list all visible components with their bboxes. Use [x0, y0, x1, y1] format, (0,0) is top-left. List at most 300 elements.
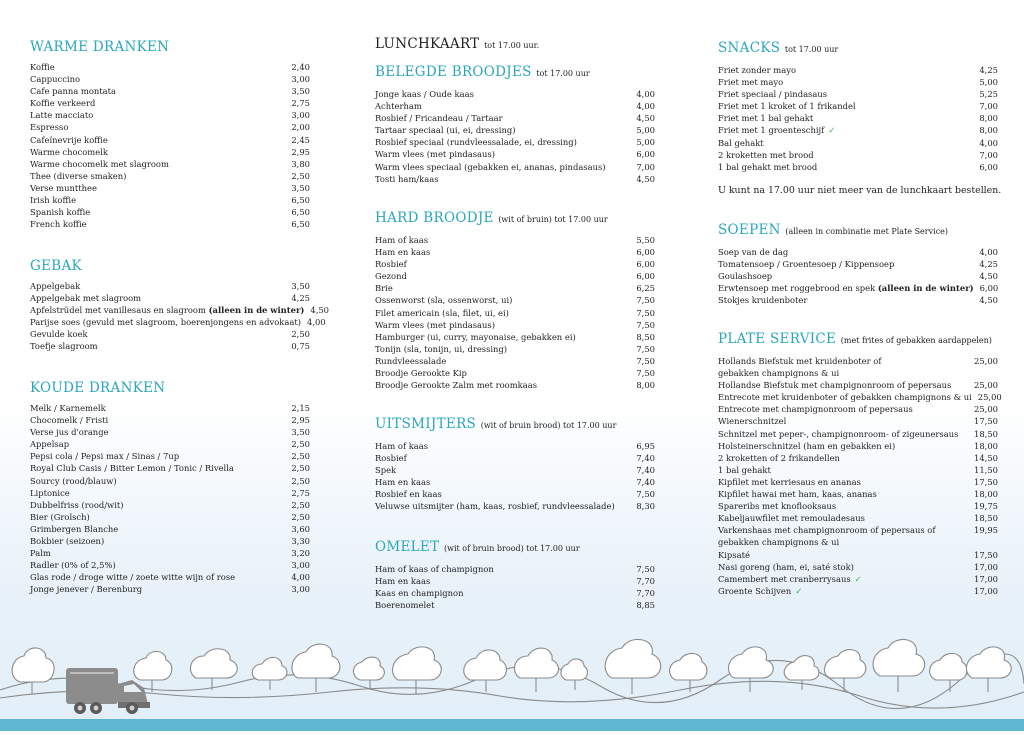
item-price: 7,50: [636, 307, 655, 318]
item-name: Entrecote met kruidenboter of gebakken champignons & ui: [718, 392, 972, 403]
item-price: 6,00: [636, 247, 655, 258]
item-name: Broodje Gerookte Zalm met roomkaas: [375, 380, 538, 391]
menu-item: [375, 440, 655, 452]
item-name: Friet speciaal / pindasaus: [718, 89, 828, 100]
section-subtitle: (alleen in combinatie met Plate Service): [785, 227, 949, 236]
item-name: Rosbief / Fricandeau / Tartaar: [375, 113, 503, 124]
menu-item: [30, 426, 310, 438]
menu-item: [375, 136, 655, 148]
item-price: 2,75: [291, 98, 310, 109]
menu-list: [718, 246, 998, 306]
section-title-text: HARD BROODJE: [375, 210, 494, 226]
item-price: 6,50: [291, 207, 310, 218]
menu-item: [375, 282, 655, 294]
item-name: Kabeljauwfilet met remouladesaus: [718, 513, 865, 524]
menu-item: [718, 112, 998, 124]
menu-item: [375, 379, 655, 391]
item-price: 17,50: [974, 476, 998, 487]
item-name: Varkenshaas met champignonroom of pepersaus of: [718, 525, 936, 536]
item-name: Friet met 1 groenteschijf ✓: [718, 125, 836, 136]
menu-item: [30, 316, 326, 328]
menu-item: [718, 258, 998, 270]
item-name: Palm: [30, 548, 51, 559]
item-price: 17,00: [974, 573, 998, 584]
vegetarian-icon: ✓: [854, 573, 862, 584]
menu-item: [30, 328, 310, 340]
vegetarian-icon: ✓: [795, 585, 803, 596]
section-title-text: PLATE SERVICE: [718, 331, 837, 347]
item-name: Bokbier (seizoen): [30, 536, 105, 547]
item-name: Koffie verkeerd: [30, 98, 96, 109]
item-name: Sourcy (rood/blauw): [30, 475, 117, 486]
section-subtitle: tot 17.00 uur: [784, 45, 839, 54]
item-price: 7,40: [636, 477, 655, 488]
menu-item: [30, 158, 310, 170]
item-price: 7,50: [636, 564, 655, 574]
item-price: 7,00: [636, 161, 655, 172]
item-name: Ham en kaas: [375, 247, 431, 258]
item-name: Hollandse Biefstuk met champignonroom of pepersaus: [718, 380, 952, 391]
item-name: Entrecote met champignonroom of pepersaus: [718, 404, 913, 415]
menu-item: [375, 234, 655, 246]
menu-item: [718, 464, 998, 476]
item-price: 4,00: [636, 89, 655, 99]
menu-item: [30, 559, 310, 571]
menu-item: [718, 124, 998, 136]
menu-item: [30, 475, 310, 487]
item-price: 2,50: [291, 463, 310, 474]
item-name: Ham en kaas: [375, 477, 431, 488]
item-price: 4,25: [291, 293, 310, 304]
item-name: Spareribs met knoflooksaus: [718, 501, 837, 512]
item-price: 7,50: [636, 489, 655, 500]
item-name: Broodje Gerookte Kip: [375, 368, 467, 379]
item-name: Ham of kaas: [375, 441, 429, 451]
menu-item: [30, 85, 310, 97]
item-name: Appelgebak: [30, 281, 81, 291]
menu-item: [718, 367, 998, 379]
item-name: Boerenomelet: [375, 600, 435, 611]
menu-item: [375, 476, 655, 488]
item-name: Tartaar speciaal (ui, ei, dressing): [375, 125, 516, 136]
section-lunchkaart: [375, 36, 655, 54]
item-price: 2,50: [291, 329, 310, 340]
item-price: 7,70: [636, 588, 655, 599]
section-title: WARME DRANKEN: [30, 39, 170, 55]
item-name: Spanish koffie: [30, 207, 91, 218]
section-title-text: SNACKS: [718, 40, 781, 56]
menu-item: [718, 524, 998, 536]
item-price: 3,50: [291, 182, 310, 193]
item-price: 3,50: [291, 427, 310, 438]
menu-list: [30, 280, 330, 353]
item-price: 7,00: [979, 101, 998, 112]
menu-item: [718, 282, 998, 294]
menu-item: [30, 97, 310, 109]
item-price: 6,25: [636, 283, 655, 294]
item-price: 3,60: [291, 523, 310, 534]
menu-item: [30, 194, 310, 206]
item-name: Thee (diverse smaken): [30, 170, 127, 181]
landscape-illustration: [0, 620, 1024, 731]
menu-list: [718, 64, 998, 173]
section-hard-broodje: [375, 210, 655, 391]
item-price: 6,50: [291, 195, 310, 206]
menu-item: [30, 280, 310, 292]
item-name: Kaas en champignon: [375, 588, 464, 599]
item-price: 5,00: [636, 125, 655, 136]
item-price: 4,00: [979, 137, 998, 148]
menu-item: [375, 173, 655, 185]
menu-item: [30, 109, 310, 121]
item-name: Rosbief speciaal (rundvleessalade, ei, dressing): [375, 137, 577, 148]
menu-item: [30, 206, 310, 218]
menu-item: [375, 270, 655, 282]
item-price: 4,00: [291, 572, 310, 583]
lunchkaart-note: U kunt na 17.00 uur niet meer van de lunchkaart bestellen.: [718, 185, 1002, 196]
lunchkaart-title: [375, 36, 655, 54]
item-name: Schnitzel met peper-, champignonroom- of zigeunersaus: [718, 428, 959, 439]
item-name: Espresso: [30, 122, 69, 133]
item-name: Rosbief: [375, 259, 407, 270]
item-price: 7,00: [979, 149, 998, 160]
item-name: Royal Club Casis / Bitter Lemon / Tonic / Rivella: [30, 463, 234, 474]
item-price: 7,40: [636, 465, 655, 476]
menu-item: [30, 218, 310, 230]
item-name: gebakken champignons & ui: [718, 537, 840, 548]
section-title: [375, 416, 655, 434]
item-name: Dubbelfriss (rood/wit): [30, 499, 124, 510]
menu-item: [30, 583, 310, 595]
section-title: [718, 222, 998, 240]
item-price: 6,00: [636, 271, 655, 282]
item-price: 4,50: [636, 113, 655, 124]
item-price: 6,00: [636, 259, 655, 270]
item-price: [992, 536, 998, 548]
item-price: 2,95: [291, 415, 310, 426]
menu-item: [30, 121, 310, 133]
item-price: 4,00: [636, 101, 655, 112]
menu-item: [718, 500, 998, 512]
item-name: Apfelstrüdel met vanillesaus en slagroom (alleen in de winter): [30, 305, 305, 316]
item-price: 18,00: [974, 440, 998, 451]
menu-item: [718, 549, 998, 561]
section-title: GEBAK: [30, 258, 82, 274]
item-name: Warm vlees (met pindasaus): [375, 149, 495, 160]
item-price: 4,00: [306, 317, 326, 328]
item-price: 18,50: [974, 513, 998, 524]
section-subtitle: (wit of bruin brood) tot 17.00 uur: [443, 544, 580, 553]
menu-item: [718, 403, 998, 415]
item-name: 1 bal gehakt met brood: [718, 161, 818, 172]
item-price: 3,50: [291, 86, 310, 97]
menu-item: [30, 462, 310, 474]
item-name: Pepsi cola / Pepsi max / Sinas / 7up: [30, 451, 180, 462]
item-price: 18,00: [974, 489, 998, 500]
menu-item: [30, 523, 310, 535]
menu-item: [718, 573, 998, 585]
menu-item: [718, 428, 998, 440]
item-price: 4,00: [979, 247, 998, 257]
item-name: Cafe panna montata: [30, 86, 117, 97]
menu-item: [375, 294, 655, 306]
menu-item: [30, 402, 310, 414]
menu-item: [30, 73, 310, 85]
menu-item: [30, 292, 310, 304]
item-name: Friet met mayo: [718, 77, 784, 88]
menu-item: [30, 304, 330, 316]
item-name: Parijse soes (gevuld met slagroom, boerenjongens en advokaat): [30, 317, 301, 328]
menu-item: [718, 379, 998, 391]
section-subtitle: tot 17.00 uur: [536, 69, 590, 78]
item-name: Wienerschnitzel: [718, 416, 787, 427]
item-name: Warm vlees speciaal (gebakken ei, ananas, pindasaus): [375, 161, 606, 172]
menu-item: [718, 100, 998, 112]
menu-item: [375, 355, 655, 367]
menu-item: [30, 511, 310, 523]
item-price: 14,50: [974, 452, 998, 463]
menu-item: [718, 161, 998, 173]
item-price: 3,00: [291, 584, 310, 595]
section-subtitle: (wit of bruin) tot 17.00 uur: [498, 215, 608, 224]
menu-item: [375, 464, 655, 476]
menu-item: [30, 450, 310, 462]
item-price: 6,95: [636, 441, 655, 451]
menu-item: [375, 331, 655, 343]
lunchkaart-sub: tot 17.00 uur.: [484, 41, 540, 50]
menu-item: [375, 88, 655, 100]
item-name: Nasi goreng (ham, ei, saté stok): [718, 561, 854, 572]
menu-item: [375, 100, 655, 112]
item-name: Rosbief: [375, 453, 407, 464]
item-name: 1 bal gehakt: [718, 464, 771, 475]
item-name: Bal gehakt: [718, 137, 764, 148]
menu-item: [718, 76, 998, 88]
item-name: Appelgebak met slagroom: [30, 293, 142, 304]
item-price: 5,25: [979, 89, 998, 100]
item-name: Kipfilet met kerriesaus en ananas: [718, 476, 861, 487]
item-price: 18,50: [974, 428, 998, 439]
item-price: 7,50: [636, 295, 655, 306]
menu-item: [718, 452, 998, 464]
item-price: 6,00: [979, 161, 998, 172]
menu-item: [375, 452, 655, 464]
item-price: 4,50: [636, 173, 655, 184]
item-name: Melk / Karnemelk: [30, 403, 106, 413]
section-soepen: [718, 222, 998, 306]
menu-item: [375, 500, 655, 512]
menu-item: [718, 512, 998, 524]
item-price: 7,70: [636, 576, 655, 587]
menu-item: [375, 343, 655, 355]
menu-item: [375, 563, 655, 575]
item-name: Jonge jenever / Berenburg: [30, 584, 143, 595]
tree-icon: [12, 648, 54, 694]
item-name: Camembert met cranberrysaus ✓: [718, 573, 862, 584]
item-note: (alleen in de winter): [877, 283, 974, 294]
item-name: Groente Schijven ✓: [718, 585, 803, 596]
item-name: Ossenworst (sla, ossenworst, ui): [375, 295, 513, 306]
section-title: [718, 331, 998, 349]
item-price: 2,50: [291, 170, 310, 181]
section-gebak: [30, 258, 330, 353]
item-price: 3,00: [291, 74, 310, 85]
section-koude-dranken: [30, 380, 310, 596]
item-price: 3,30: [291, 536, 310, 547]
section-title-text: SOEPEN: [718, 222, 781, 238]
item-price: 17,50: [974, 416, 998, 427]
item-name: Achterham: [375, 101, 422, 112]
item-price: 6,50: [291, 219, 310, 230]
menu-item: [30, 146, 310, 158]
item-name: Latte macciato: [30, 110, 94, 121]
item-name: Goulashsoep: [718, 271, 773, 282]
item-price: 8,85: [636, 600, 655, 611]
item-name: Glas rode / droge witte / zoete witte wijn of rose: [30, 572, 236, 583]
menu-item: [718, 355, 998, 367]
section-plate-service: [718, 331, 1002, 597]
section-title: [375, 64, 655, 82]
item-price: 2,95: [291, 146, 310, 157]
section-snacks: [718, 40, 998, 173]
menu-item: [718, 561, 998, 573]
item-name: Gezond: [375, 271, 407, 282]
item-price: 25,00: [974, 356, 998, 366]
item-price: 4,50: [979, 271, 998, 282]
item-name: Cappuccino: [30, 74, 81, 85]
item-name: Spek: [375, 465, 397, 476]
item-price: 6,00: [979, 283, 999, 294]
item-price: 8,30: [636, 501, 655, 512]
item-name: 2 kroketten of 2 frikandellen: [718, 452, 840, 463]
menu-item: [718, 440, 998, 452]
item-price: 2,45: [291, 134, 310, 145]
item-name: Filet americain (sla, filet, ui, ei): [375, 307, 509, 318]
item-name: Tomatensoep / Groentesoep / Kippensoep: [718, 259, 895, 270]
item-name: Hollands Biefstuk met kruidenboter of: [718, 356, 882, 366]
menu-item: [718, 246, 998, 258]
menu-list: [375, 563, 655, 611]
menu-item: [718, 585, 998, 597]
item-name: Hamburger (ui, curry, mayonaise, gebakken ei): [375, 331, 576, 342]
item-price: 2,50: [291, 499, 310, 510]
item-name: Friet met 1 bal gehakt: [718, 113, 814, 124]
item-name: Liptonice: [30, 487, 70, 498]
section-uitsmijters: [375, 416, 655, 513]
item-price: 3,50: [291, 281, 310, 291]
menu-item: [718, 64, 998, 76]
item-name: Rundvleessalade: [375, 355, 447, 366]
item-price: 17,00: [974, 561, 998, 572]
item-price: 4,50: [979, 295, 998, 306]
item-price: 3,80: [291, 158, 310, 169]
item-name: Jonge kaas / Oude kaas: [375, 89, 474, 99]
section-title-text: OMELET: [375, 539, 440, 555]
item-name: Friet met 1 kroket of 1 frikandel: [718, 101, 856, 112]
item-name: Irish koffie: [30, 195, 77, 206]
item-name: gebakken champignons & ui: [718, 368, 840, 379]
item-price: 5,50: [636, 235, 655, 245]
menu-list: [375, 88, 655, 185]
item-price: 2,50: [291, 439, 310, 450]
item-price: 2,15: [291, 403, 310, 413]
item-price: 2,50: [291, 511, 310, 522]
menu-item: [375, 307, 655, 319]
item-price: 19,75: [974, 501, 998, 512]
item-name: Verse muntthee: [30, 182, 97, 193]
menu-item: [375, 148, 655, 160]
item-name: Ham of kaas of champignon: [375, 564, 494, 574]
menu-item: [30, 170, 310, 182]
item-price: 17,00: [974, 585, 998, 596]
menu-item: [30, 487, 310, 499]
menu-item: [30, 414, 310, 426]
item-price: 2,50: [291, 451, 310, 462]
menu-item: [375, 367, 655, 379]
item-price: 4,50: [310, 305, 330, 316]
item-price: 8,00: [979, 125, 998, 136]
menu-item: [718, 149, 998, 161]
item-price: 2,50: [291, 475, 310, 486]
item-name: Cafeïnevrije koffie: [30, 134, 108, 145]
item-name: Toefje slagroom: [30, 341, 98, 352]
item-price: 11,50: [974, 464, 998, 475]
section-title-text: BELEGDE BROODJES: [375, 64, 532, 80]
item-price: 17,50: [974, 549, 998, 560]
lunchkaart-label: LUNCHKAART: [375, 36, 480, 52]
section-title: [375, 210, 655, 228]
item-name: Friet zonder mayo: [718, 65, 797, 75]
section-title: KOUDE DRANKEN: [30, 380, 166, 396]
menu-list: [30, 61, 310, 230]
menu-item: [375, 112, 655, 124]
item-price: 8,50: [636, 331, 655, 342]
trees-and-hills-illustration: [0, 620, 1024, 731]
section-title: [718, 40, 998, 58]
menu-item: [30, 499, 310, 511]
section-omelet: [375, 539, 655, 611]
item-price: 19,95: [974, 525, 998, 536]
item-price: 4,25: [979, 259, 998, 270]
item-name: Grimbergen Blanche: [30, 523, 119, 534]
menu-item: [30, 182, 310, 194]
menu-item: [718, 476, 998, 488]
item-price: 5,00: [979, 77, 998, 88]
item-price: 0,75: [291, 341, 310, 352]
item-price: 2,75: [291, 487, 310, 498]
menu-item: [30, 61, 310, 73]
item-price: 3,00: [291, 560, 310, 571]
item-price: 6,00: [636, 149, 655, 160]
menu-item: [375, 124, 655, 136]
footer-band: [0, 719, 1024, 731]
menu-item: [375, 319, 655, 331]
item-price: 7,40: [636, 453, 655, 464]
item-price: 25,00: [974, 404, 998, 415]
menu-list: [718, 355, 1002, 597]
item-name: Erwtensoep met roggebrood en spek (alleen in de winter): [718, 283, 974, 294]
item-name: Ham en kaas: [375, 576, 431, 587]
menu-list: [30, 402, 310, 596]
menu-item: [30, 571, 310, 583]
item-price: 4,25: [979, 65, 998, 75]
menu-item: [30, 535, 310, 547]
menu-item: [30, 438, 310, 450]
menu-item: [718, 391, 1002, 403]
item-name: Ham of kaas: [375, 235, 429, 245]
menu-item: [30, 340, 310, 352]
menu-list: [375, 234, 655, 391]
